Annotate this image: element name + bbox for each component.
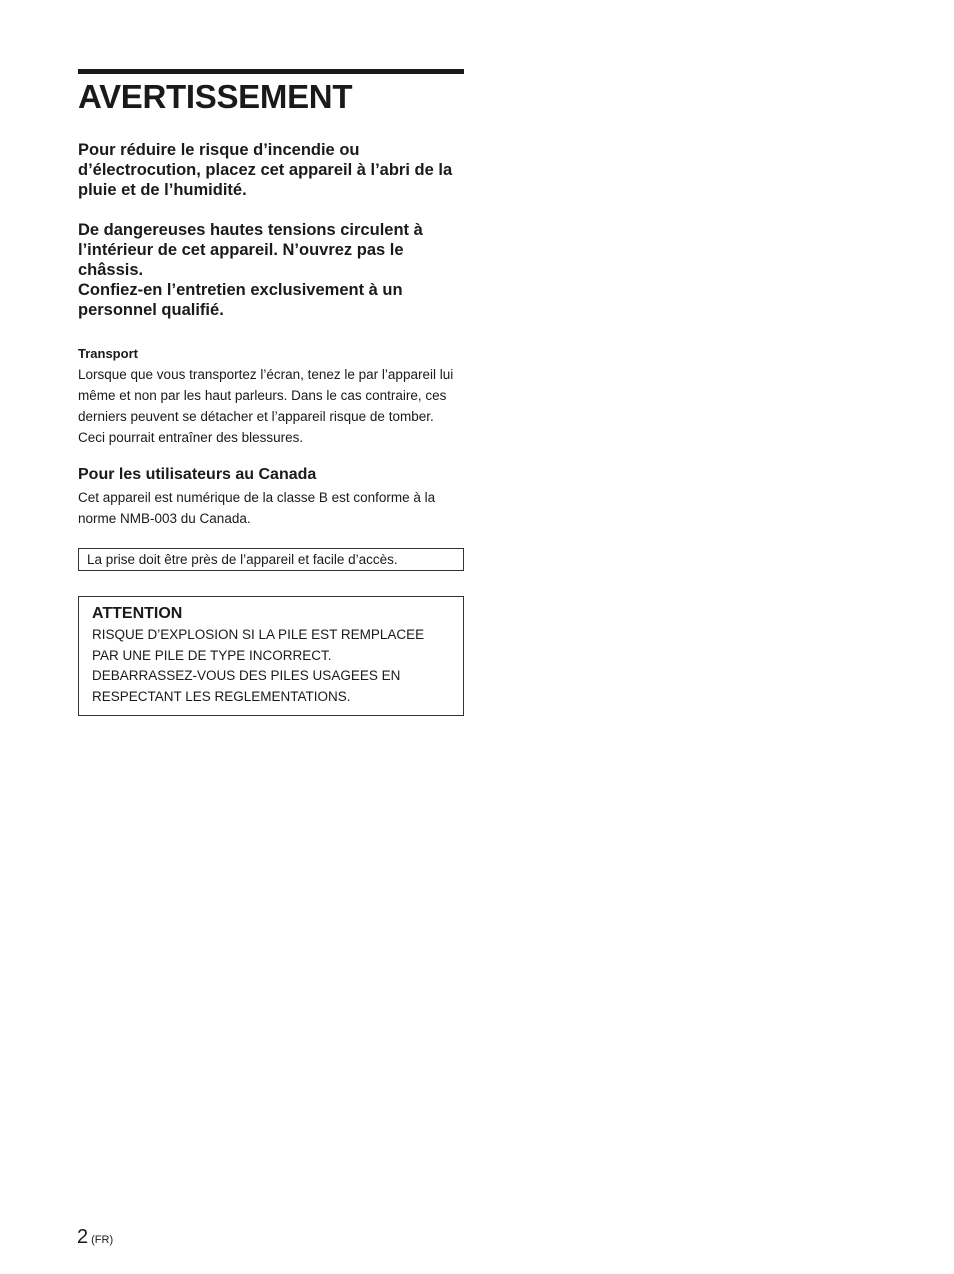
transport-heading: Transport — [78, 346, 138, 361]
attention-line: PAR UNE PILE DE TYPE INCORRECT. — [92, 647, 332, 663]
attention-line: DEBARRASSEZ-VOUS DES PILES USAGEES EN — [92, 668, 401, 684]
page-footer — [77, 1225, 113, 1252]
warning-service: Confiez-en l’entretien exclusivement à un personnel qualifié. — [78, 281, 403, 319]
page-number: 2 — [77, 1226, 89, 1248]
attention-text — [92, 625, 450, 708]
warning-humidity: Pour réduire le risque d’incendie ou d’électrocution, placez cet appareil à l’abri de la pluie et de l’humidité. — [78, 141, 453, 199]
transport-text: Lorsque que vous transportez l’écran, tenez le par l’appareil lui même et non par les haut parleurs. Dans le cas contraire, ces derniers peuvent se détacher et l’appareil risque de tomber. Ceci pourrait entraîner des blessures. — [78, 367, 454, 445]
attention-title: ATTENTION — [92, 605, 183, 622]
canada-heading: Pour les utilisateurs au Canada — [78, 466, 317, 483]
attention-line: RESPECTANT LES REGLEMENTATIONS. — [92, 689, 351, 705]
attention-line: RISQUE D’EXPLOSION SI LA PILE EST REMPLACEE — [92, 627, 425, 642]
outlet-note-text: La prise doit être près de l’appareil et facile d’accès. — [87, 552, 398, 567]
page-language: (FR) — [91, 1234, 114, 1246]
title-rule — [78, 69, 464, 74]
outlet-note-box — [78, 548, 464, 571]
page-title: AVERTISSEMENT — [78, 78, 353, 115]
canada-text: Cet appareil est numérique de la classe B est conforme à la norme NMB-003 du Canada. — [78, 490, 436, 526]
warning-high-voltage: De dangereuses hautes tensions circulent à l’intérieur de cet appareil. N’ouvrez pas le châssis. — [78, 221, 423, 279]
attention-box — [78, 596, 464, 716]
main-column — [78, 69, 464, 716]
